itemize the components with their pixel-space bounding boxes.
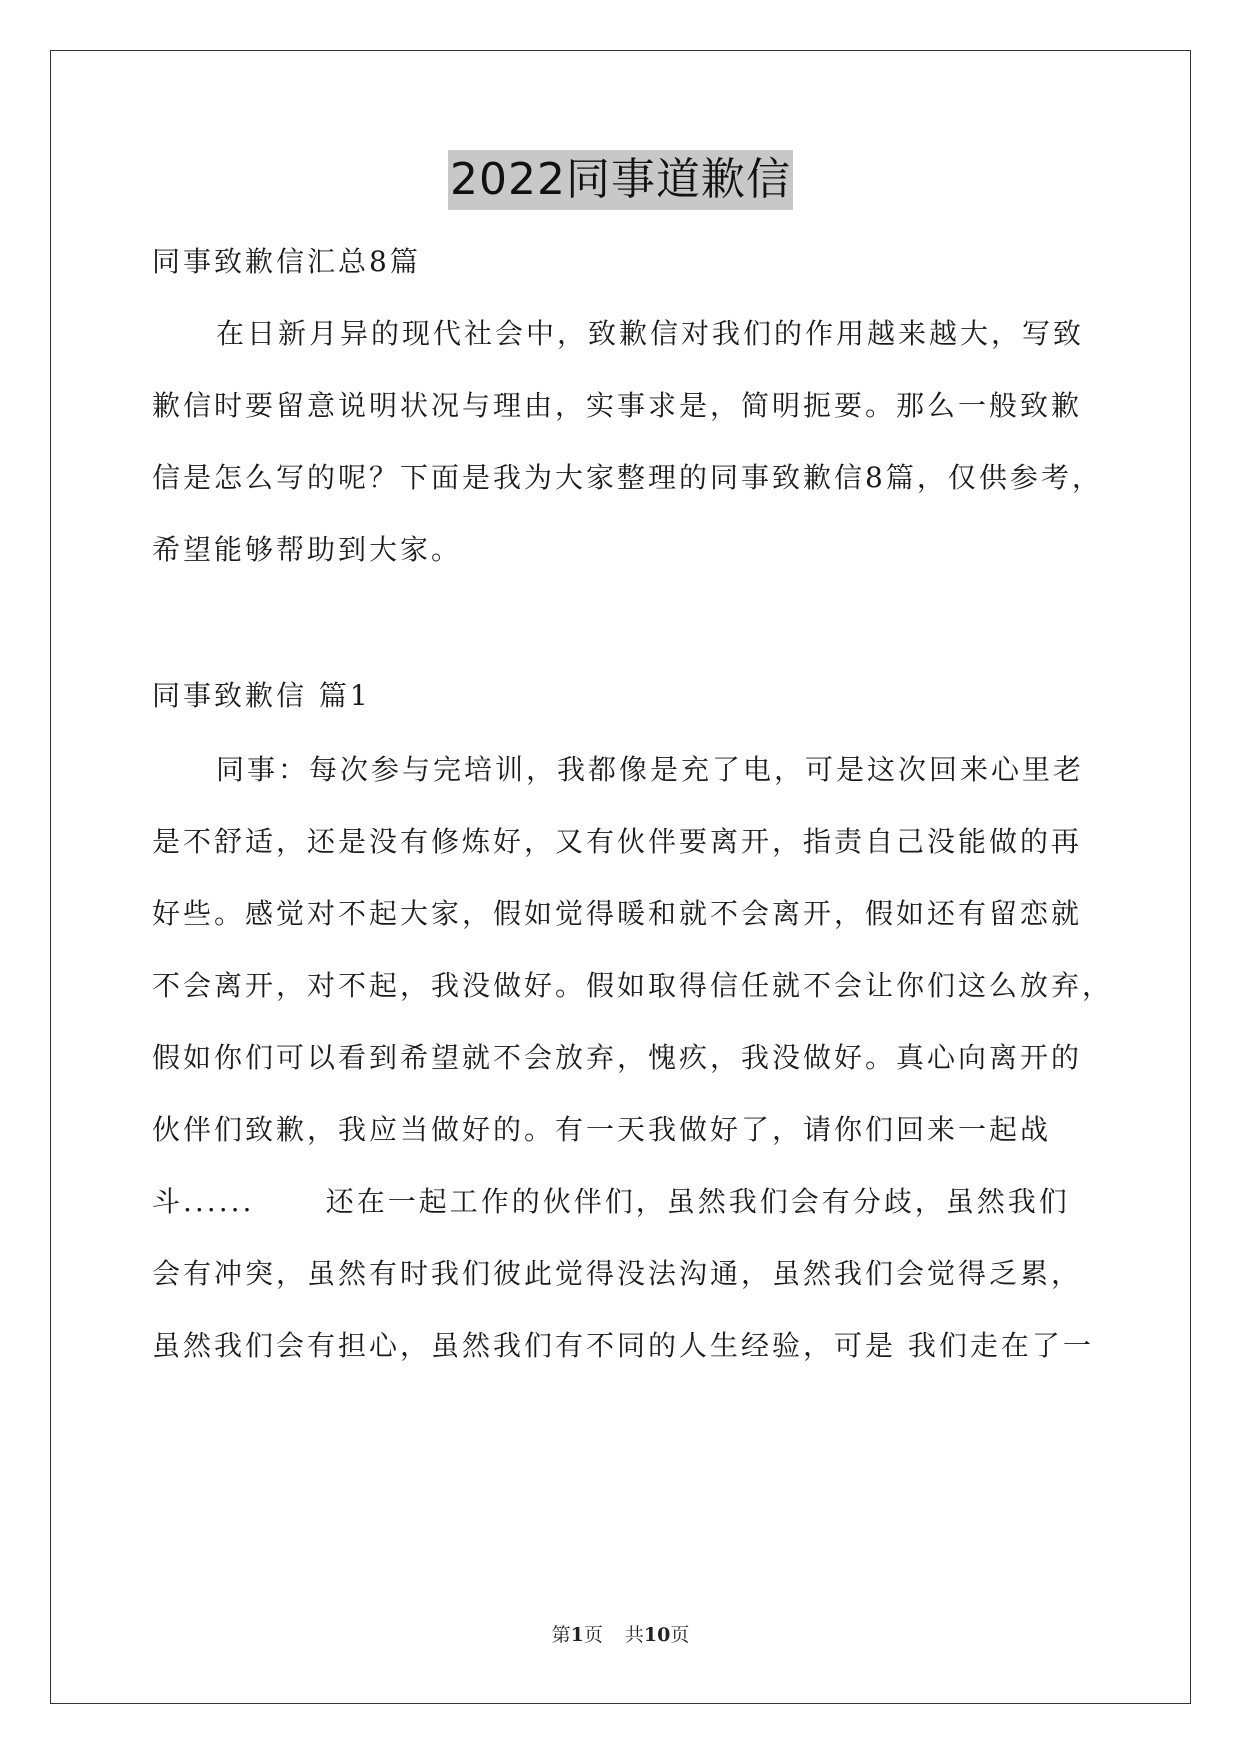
- body-line: 同事：每次参与完培训，我都像是充了电，可是这次回来心里老: [216, 753, 1085, 786]
- intro-line: 在日新月异的现代社会中，致歉信对我们的作用越来越大，写致: [216, 317, 1085, 350]
- footer-page-label: 页: [583, 1624, 603, 1646]
- intro-line: 希望能够帮助到大家。: [152, 533, 463, 566]
- body-line: 会有冲突，虽然有时我们彼此觉得没法沟通，虽然我们会觉得乏累，: [152, 1257, 1083, 1290]
- footer-prefix: 第: [551, 1624, 571, 1646]
- body-line: 是不舒适，还是没有修炼好，又有伙伴要离开，指责自己没能做的再: [152, 825, 1083, 858]
- intro-line: 信是怎么写的呢？下面是我为大家整理的同事致歉信8篇，仅供参考，: [152, 461, 1103, 494]
- body-line: 伙伴们致歉，我应当做好的。有一天我做好了，请你们回来一起战: [152, 1113, 1052, 1146]
- body-line: 不会离开，对不起，我没做好。假如取得信任就不会让你们这么放弃，: [152, 969, 1114, 1002]
- footer-suffix: 页: [670, 1624, 690, 1646]
- footer-total-prefix: 共: [624, 1624, 644, 1646]
- title-container: [0, 150, 1241, 210]
- intro-line: 歉信时要留意说明状况与理由，实事求是，简明扼要。那么一般致歉: [152, 389, 1083, 422]
- document-title: 2022同事道歉信: [448, 150, 793, 210]
- body-line: 斗...... 还在一起工作的伙伴们，虽然我们会有分歧，虽然我们: [152, 1185, 1070, 1218]
- current-page-number: 1: [570, 1624, 584, 1646]
- body-line: 假如你们可以看到希望就不会放弃，愧疚，我没做好。真心向离开的: [152, 1041, 1083, 1074]
- section-heading: 同事致歉信 篇1: [152, 679, 371, 712]
- total-pages-number: 10: [643, 1624, 671, 1646]
- page-footer: [0, 1622, 1241, 1648]
- body-line: 虽然我们会有担心，虽然我们有不同的人生经验，可是 我们走在了一: [152, 1329, 1094, 1362]
- page-border: [50, 50, 1191, 1704]
- body-line: 好些。感觉对不起大家，假如觉得暖和就不会离开，假如还有留恋就: [152, 897, 1083, 930]
- document-subtitle: 同事致歉信汇总8篇: [152, 245, 421, 278]
